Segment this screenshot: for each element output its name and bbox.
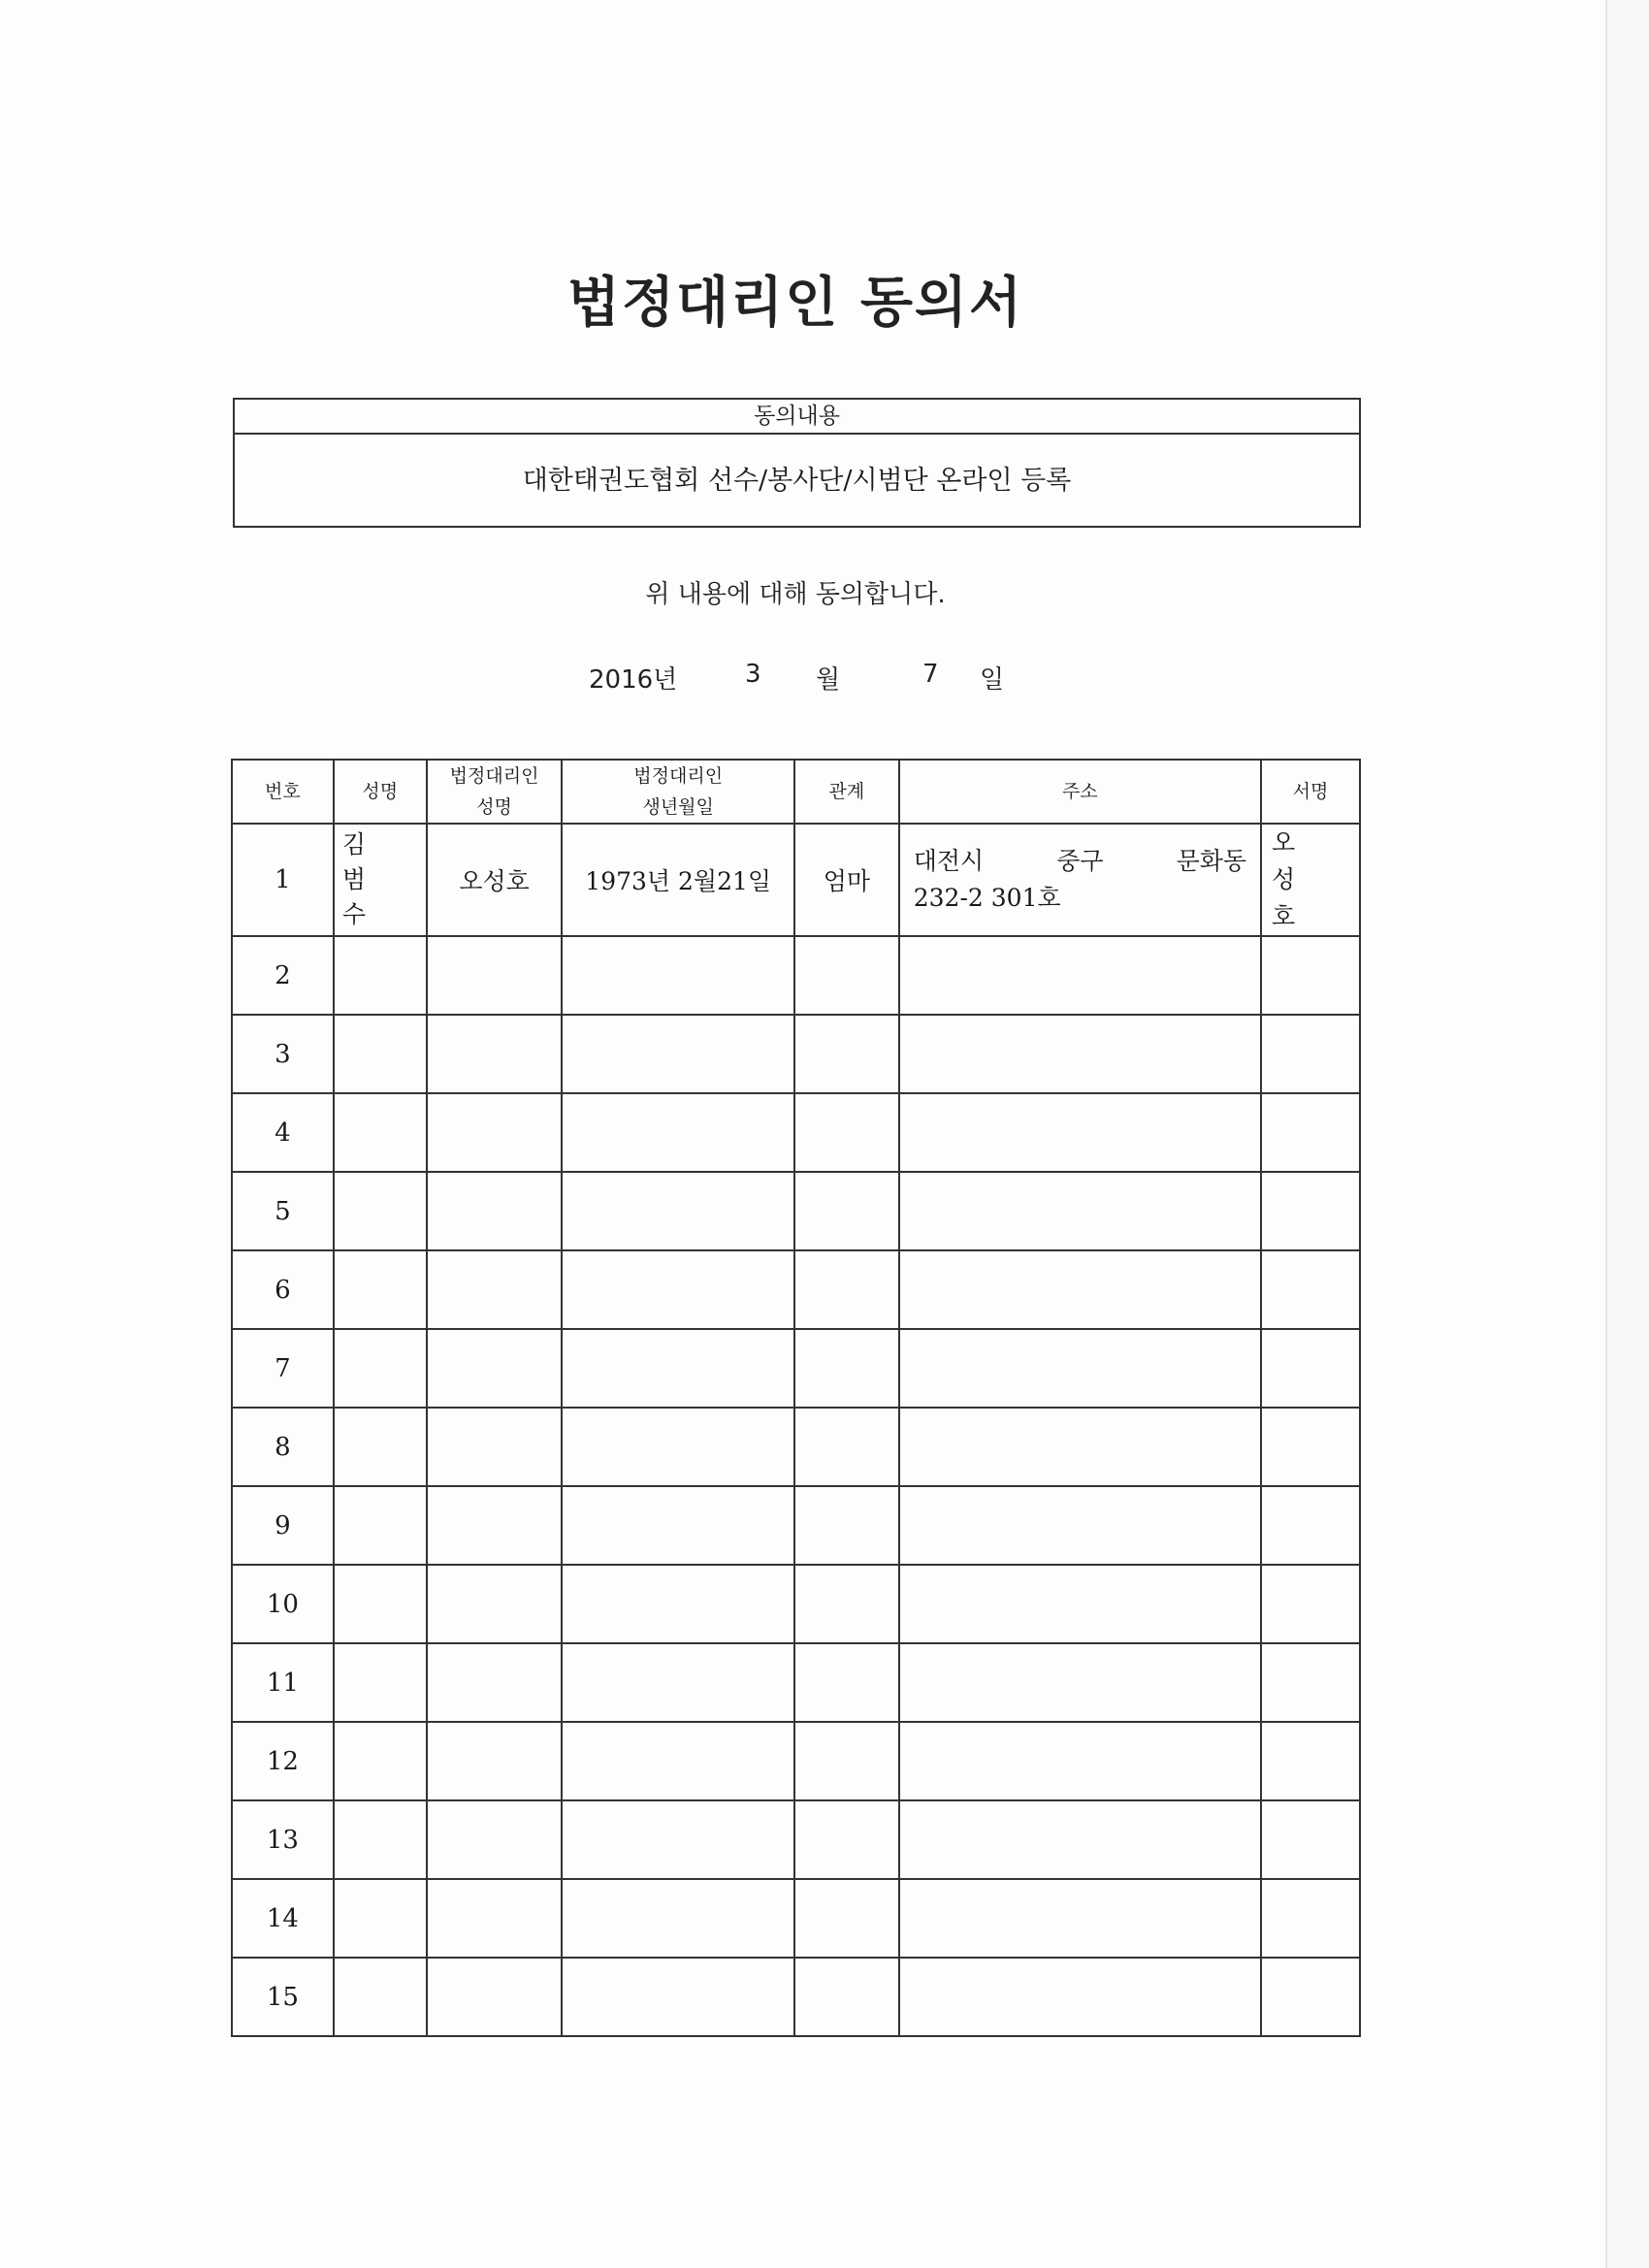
guardian-birthdate bbox=[562, 936, 794, 1015]
table-row bbox=[232, 1329, 1360, 1408]
address bbox=[899, 936, 1261, 1015]
guardian-birthdate bbox=[562, 1015, 794, 1093]
table-row bbox=[232, 824, 1360, 936]
date-day-unit: 일 bbox=[980, 665, 1005, 695]
table-row bbox=[232, 1015, 1360, 1093]
signature bbox=[1261, 1093, 1360, 1172]
signature bbox=[1261, 1958, 1360, 2036]
table-row bbox=[232, 1643, 1360, 1722]
signature bbox=[1261, 1879, 1360, 1958]
table-row bbox=[232, 1879, 1360, 1958]
row-number: 5 bbox=[232, 1172, 334, 1250]
consent-body: 대한태권도협회 선수/봉사단/시범단 온라인 등록 bbox=[522, 466, 1072, 496]
signature bbox=[1261, 1722, 1360, 1800]
header-number: 번호 bbox=[232, 760, 334, 824]
row-number: 1 bbox=[232, 824, 334, 936]
row-number: 9 bbox=[232, 1486, 334, 1565]
guardian-birthdate bbox=[562, 1329, 794, 1408]
student-name-line1: 김 범 bbox=[341, 830, 379, 893]
address bbox=[899, 1250, 1261, 1329]
consent-header: 동의내용 bbox=[235, 400, 1359, 435]
registration-table bbox=[231, 759, 1361, 2037]
relation bbox=[794, 1643, 899, 1722]
relation bbox=[794, 1093, 899, 1172]
address bbox=[899, 1879, 1261, 1958]
guardian-name bbox=[427, 1093, 563, 1172]
guardian-name bbox=[427, 936, 563, 1015]
row-number: 4 bbox=[232, 1093, 334, 1172]
row-number: 13 bbox=[232, 1800, 334, 1879]
student-name bbox=[334, 1643, 427, 1722]
relation bbox=[794, 1486, 899, 1565]
table-row bbox=[232, 1565, 1360, 1643]
student-name bbox=[334, 824, 427, 936]
student-name bbox=[334, 1329, 427, 1408]
student-name bbox=[334, 1879, 427, 1958]
signature bbox=[1261, 1329, 1360, 1408]
relation bbox=[794, 1250, 899, 1329]
relation bbox=[794, 1879, 899, 1958]
table-row bbox=[232, 1958, 1360, 2036]
row-number: 8 bbox=[232, 1408, 334, 1486]
guardian-name bbox=[427, 1015, 563, 1093]
address bbox=[899, 1958, 1261, 2036]
document-title: 법정대리인 동의서 bbox=[566, 271, 1024, 335]
address bbox=[899, 824, 1261, 936]
guardian-birthdate: 1973년 2월21일 bbox=[562, 824, 794, 936]
relation bbox=[794, 936, 899, 1015]
address bbox=[899, 1800, 1261, 1879]
date-month: 3 bbox=[745, 660, 761, 689]
student-name bbox=[334, 1015, 427, 1093]
address-line2: 232-2 301호 bbox=[913, 884, 1061, 912]
guardian-birthdate bbox=[562, 1800, 794, 1879]
table-row bbox=[232, 1408, 1360, 1486]
guardian-name bbox=[427, 1408, 563, 1486]
guardian-name: 오성호 bbox=[427, 824, 563, 936]
guardian-birthdate bbox=[562, 1565, 794, 1643]
guardian-birthdate bbox=[562, 1486, 794, 1565]
signature bbox=[1261, 1015, 1360, 1093]
row-number: 2 bbox=[232, 936, 334, 1015]
table-row bbox=[232, 1800, 1360, 1879]
address bbox=[899, 1486, 1261, 1565]
address bbox=[899, 1015, 1261, 1093]
guardian-birthdate bbox=[562, 1958, 794, 2036]
guardian-name bbox=[427, 1172, 563, 1250]
address bbox=[899, 1093, 1261, 1172]
signature bbox=[1261, 1486, 1360, 1565]
guardian-name bbox=[427, 1643, 563, 1722]
address bbox=[899, 1643, 1261, 1722]
row-number: 10 bbox=[232, 1565, 334, 1643]
student-name bbox=[334, 1800, 427, 1879]
signature bbox=[1261, 824, 1360, 936]
relation bbox=[794, 1722, 899, 1800]
address-dong: 문화동 bbox=[1176, 847, 1247, 875]
header-guardian-name bbox=[427, 760, 563, 824]
guardian-name bbox=[427, 1329, 563, 1408]
signature-line1: 오 성 bbox=[1272, 828, 1310, 893]
row-number: 11 bbox=[232, 1643, 334, 1722]
signature bbox=[1261, 1643, 1360, 1722]
table-row bbox=[232, 1722, 1360, 1800]
guardian-birthdate bbox=[562, 1093, 794, 1172]
table-header-row bbox=[232, 760, 1360, 824]
row-number: 12 bbox=[232, 1722, 334, 1800]
row-number: 7 bbox=[232, 1329, 334, 1408]
guardian-birthdate bbox=[562, 1643, 794, 1722]
table-row bbox=[232, 1093, 1360, 1172]
row-number: 15 bbox=[232, 1958, 334, 2036]
header-guardian-birth bbox=[562, 760, 794, 824]
address-district: 중구 bbox=[1056, 847, 1104, 875]
header-guardian-name-line2: 성명 bbox=[476, 796, 512, 818]
guardian-birthdate bbox=[562, 1879, 794, 1958]
student-name bbox=[334, 1565, 427, 1643]
relation bbox=[794, 1800, 899, 1879]
student-name bbox=[334, 1250, 427, 1329]
guardian-name bbox=[427, 1565, 563, 1643]
address bbox=[899, 1172, 1261, 1250]
row-number: 3 bbox=[232, 1015, 334, 1093]
consent-box bbox=[233, 398, 1361, 528]
table-row bbox=[232, 1486, 1360, 1565]
relation bbox=[794, 1565, 899, 1643]
signature bbox=[1261, 1800, 1360, 1879]
guardian-name bbox=[427, 1722, 563, 1800]
agreement-statement: 위 내용에 대해 동의합니다. bbox=[645, 580, 946, 609]
guardian-name bbox=[427, 1958, 563, 2036]
student-name bbox=[334, 1408, 427, 1486]
student-name bbox=[334, 1722, 427, 1800]
signature bbox=[1261, 1250, 1360, 1329]
signature bbox=[1261, 1172, 1360, 1250]
address-city: 대전시 bbox=[913, 847, 985, 875]
table-row bbox=[232, 936, 1360, 1015]
relation bbox=[794, 1015, 899, 1093]
relation bbox=[794, 1329, 899, 1408]
page-edge bbox=[1605, 0, 1607, 2268]
relation bbox=[794, 1408, 899, 1486]
signature bbox=[1261, 1565, 1360, 1643]
student-name-line2: 수 bbox=[341, 900, 379, 928]
table-row bbox=[232, 1250, 1360, 1329]
guardian-name bbox=[427, 1800, 563, 1879]
header-guardian-birth-line2: 생년월일 bbox=[642, 796, 714, 818]
student-name bbox=[334, 936, 427, 1015]
date-month-unit: 월 bbox=[816, 665, 841, 695]
guardian-name bbox=[427, 1250, 563, 1329]
date-day: 7 bbox=[922, 660, 939, 689]
table-row bbox=[232, 1172, 1360, 1250]
header-guardian-birth-line1: 법정대리인 bbox=[633, 765, 724, 787]
header-guardian-name-line1: 법정대리인 bbox=[449, 765, 539, 787]
signature-line2: 호 bbox=[1272, 902, 1310, 930]
guardian-birthdate bbox=[562, 1250, 794, 1329]
student-name bbox=[334, 1486, 427, 1565]
student-name bbox=[334, 1172, 427, 1250]
guardian-birthdate bbox=[562, 1172, 794, 1250]
guardian-birthdate bbox=[562, 1722, 794, 1800]
header-relation: 관계 bbox=[794, 760, 899, 824]
header-address: 주소 bbox=[899, 760, 1261, 824]
guardian-birthdate bbox=[562, 1408, 794, 1486]
relation bbox=[794, 1958, 899, 2036]
address bbox=[899, 1565, 1261, 1643]
relation: 엄마 bbox=[794, 824, 899, 936]
header-name: 성명 bbox=[334, 760, 427, 824]
address bbox=[899, 1329, 1261, 1408]
guardian-name bbox=[427, 1879, 563, 1958]
guardian-name bbox=[427, 1486, 563, 1565]
row-number: 6 bbox=[232, 1250, 334, 1329]
date-year: 2016년 bbox=[589, 665, 678, 695]
header-signature: 서명 bbox=[1261, 760, 1360, 824]
row-number: 14 bbox=[232, 1879, 334, 1958]
address-line1 bbox=[914, 843, 1246, 880]
address bbox=[899, 1722, 1261, 1800]
relation bbox=[794, 1172, 899, 1250]
student-name bbox=[334, 1093, 427, 1172]
student-name bbox=[334, 1958, 427, 2036]
signature bbox=[1261, 1408, 1360, 1486]
signature bbox=[1261, 936, 1360, 1015]
address bbox=[899, 1408, 1261, 1486]
